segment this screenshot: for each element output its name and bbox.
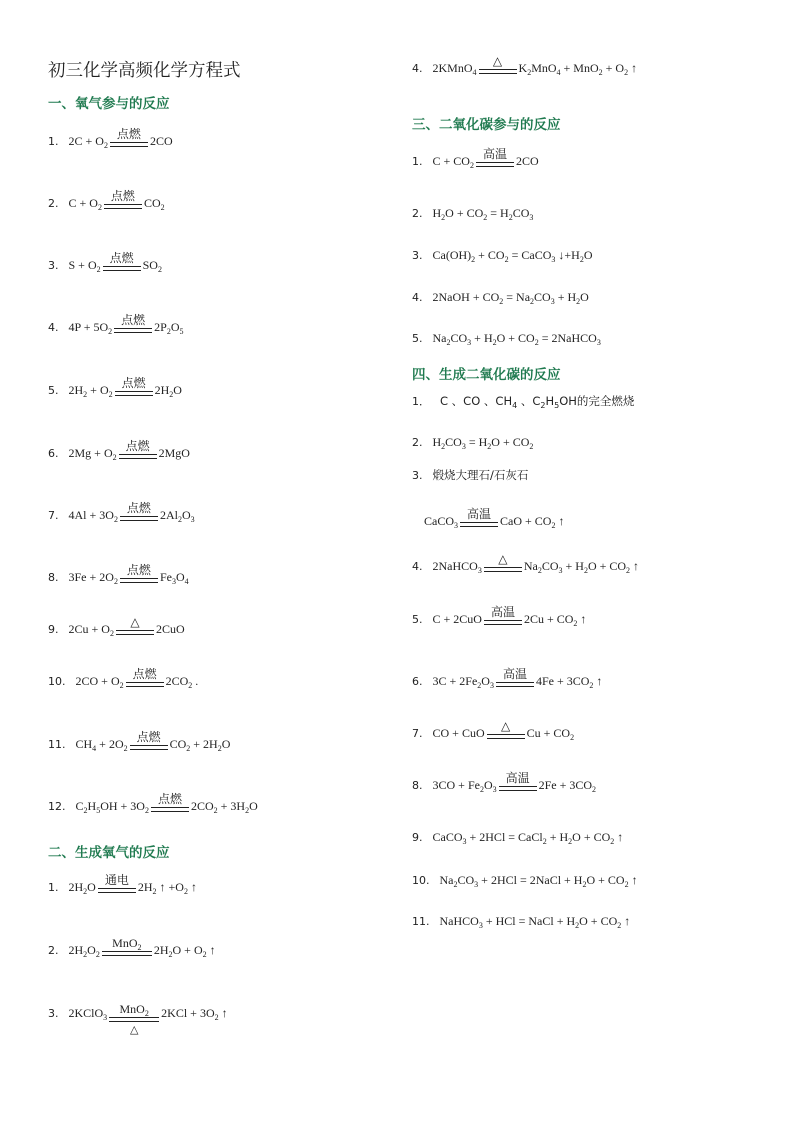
condition-label: 通电 <box>104 872 129 887</box>
condition-label: 点燃 <box>121 375 146 390</box>
equals-double-line <box>114 328 152 333</box>
condition-label: 高温 <box>505 770 530 785</box>
equation-text: C 、CO 、$CH_4$ 、$C_2H_5OH$的完全燃烧 <box>440 394 635 410</box>
equals-double-line <box>126 682 164 687</box>
reaction-condition <box>151 793 189 812</box>
equals-double-line <box>110 142 148 147</box>
equation-row <box>412 146 539 173</box>
equation-row <box>412 201 533 225</box>
equation-number: 10. <box>48 674 66 688</box>
equation-row <box>412 389 634 413</box>
reaction-condition <box>116 616 154 635</box>
equation-products: $4Fe + 3CO_2$ ↑ <box>535 673 603 690</box>
equals-double-line <box>102 951 152 956</box>
equation-row <box>48 375 182 402</box>
equation-reactants: $2CO + O_2$ <box>75 673 124 690</box>
equation-row <box>412 463 528 487</box>
equation-number: 3. <box>48 1006 59 1020</box>
reaction-condition <box>460 508 498 527</box>
reaction-condition <box>484 553 522 572</box>
equation-row <box>48 872 197 899</box>
equation-number: 8. <box>412 778 423 792</box>
equation-row <box>412 909 630 933</box>
equation-text: $Ca(OH)_2 + CO_2$ = CaCO$_3$ $↓+H_2O$ <box>432 247 593 264</box>
equation-reactants: $3C + 2Fe_2O_3$ <box>432 673 494 690</box>
equation-products: $SO_2$ <box>142 257 162 274</box>
reaction-condition <box>487 720 525 739</box>
page-title: 初三化学高频化学方程式 <box>48 61 241 81</box>
reaction-condition <box>98 874 136 893</box>
equation-number: 6. <box>412 674 423 688</box>
reaction-condition <box>114 314 152 333</box>
equation-reactants: CaCO$_3$ <box>424 513 458 530</box>
equals-double-line <box>130 745 168 750</box>
equation-products: $2H_2O + O_2$ ↑ <box>153 942 216 959</box>
reaction-condition <box>110 128 148 147</box>
equation-row <box>412 53 638 80</box>
equation-reactants: $2Mg + O_2$ <box>68 445 117 462</box>
equation-text: 煅烧大理石/石灰石 <box>432 468 529 482</box>
equation-products: $Fe_3O_4$ <box>159 569 189 586</box>
equation-row <box>48 666 199 693</box>
equation-number: 11. <box>48 737 66 751</box>
equation-row <box>48 935 216 962</box>
reaction-condition <box>120 564 158 583</box>
equation-number: 4. <box>48 320 59 334</box>
equation-row <box>48 250 162 277</box>
equation-row <box>48 188 165 215</box>
equation-number: 1． <box>412 395 430 408</box>
equals-double-line <box>487 734 525 739</box>
equation-row <box>424 506 565 533</box>
equation-reactants: $4Al + 3O_2$ <box>68 507 118 524</box>
condition-label: △ <box>492 53 503 68</box>
equation-reactants: $2C + O_2$ <box>68 133 108 150</box>
equals-double-line <box>484 567 522 572</box>
equation-row <box>412 243 592 267</box>
equation-number: 1. <box>48 880 59 894</box>
equation-reactants: $2H_2O$ <box>68 879 96 896</box>
equals-double-line <box>120 516 158 521</box>
condition-label: △ <box>498 551 508 566</box>
equals-double-line <box>496 682 534 687</box>
equation-reactants: $3CO + Fe_2O_3$ <box>432 777 497 794</box>
equation-products: 2CO <box>515 153 539 168</box>
equation-number: 1. <box>412 154 423 168</box>
condition-label: 高温 <box>466 506 491 521</box>
equals-double-line <box>119 454 157 459</box>
equation-products: $Na_2CO_3 + H_2O + CO_2$ ↑ <box>523 558 640 575</box>
condition-label: 点燃 <box>157 791 182 806</box>
equation-products: 2CO <box>149 133 173 148</box>
equation-number: 2. <box>412 435 423 449</box>
equation-products: 2CuO <box>155 621 185 636</box>
reaction-condition <box>104 190 142 209</box>
equation-reactants: $2H_2 + O_2$ <box>68 382 113 399</box>
equation-row <box>48 500 195 527</box>
equation-row <box>48 312 184 339</box>
condition-label: △ <box>130 614 140 629</box>
equation-reactants: $4P + 5O_2$ <box>68 319 113 336</box>
reaction-condition <box>102 937 152 956</box>
equation-number: 7. <box>48 508 59 522</box>
equation-number: 4. <box>412 559 423 573</box>
reaction-condition <box>119 440 157 459</box>
equation-reactants: CO + CuO <box>432 725 485 740</box>
equals-double-line <box>120 578 158 583</box>
reaction-condition <box>126 668 164 687</box>
condition-label: 高温 <box>482 146 507 161</box>
equation-row <box>412 326 601 350</box>
condition-label: 点燃 <box>116 126 141 141</box>
equation-products: $2CO_2 + 3H_2O$ <box>190 798 258 815</box>
equation-reactants: 2KMnO$_4$ <box>432 60 477 77</box>
equation-number: 2. <box>48 943 59 957</box>
equation-text: NaHCO$_3$ + HCl = NaCl + $H_2O + CO_2$ ↑ <box>439 913 631 930</box>
equation-row <box>48 614 185 641</box>
equation-number: 2. <box>412 206 423 220</box>
equation-number: 5. <box>412 331 423 345</box>
reaction-condition <box>115 377 153 396</box>
equals-double-line <box>116 630 154 635</box>
equation-number: 4. <box>412 61 423 75</box>
equation-number: 10. <box>412 873 430 887</box>
equation-reactants: $2Cu + O_2$ <box>68 621 114 638</box>
condition-below-label: △ <box>129 1024 139 1036</box>
equation-products: $2H_2O$ <box>154 382 182 399</box>
equation-text: $Na_2CO_3 + 2HCl$ = 2NaCl + $H_2O + CO_2$ ↑ <box>439 872 638 889</box>
equation-products: $2H_2$ ↑ $+O_2$ ↑ <box>137 879 197 896</box>
condition-label: 点燃 <box>110 188 135 203</box>
reaction-condition <box>109 1003 159 1037</box>
reaction-condition <box>103 252 141 271</box>
equation-reactants: $3Fe + 2O_2$ <box>68 569 118 586</box>
reaction-condition <box>496 668 534 687</box>
equals-double-line <box>98 888 136 893</box>
equals-double-line <box>151 807 189 812</box>
equation-reactants: 2KClO$_3$ <box>68 1005 108 1022</box>
equation-products: $2CO_2$ . <box>165 673 199 690</box>
equation-row <box>412 666 603 693</box>
equation-row <box>412 285 589 309</box>
condition-label: 点燃 <box>126 500 151 515</box>
equation-products: $CO_2 + 2H_2O$ <box>169 736 231 753</box>
equation-row <box>48 729 231 756</box>
equation-reactants: $C + CO_2$ <box>432 153 474 170</box>
equals-double-line <box>460 522 498 527</box>
condition-label: 高温 <box>490 604 515 619</box>
equation-products: $CO_2$ <box>143 195 165 212</box>
condition-label: 点燃 <box>136 729 161 744</box>
equation-products: $Cu + CO_2$ <box>526 725 575 742</box>
condition-label: 点燃 <box>121 312 146 327</box>
equals-double-line <box>476 162 514 167</box>
equation-products: CaO + $CO_2$ ↑ <box>500 513 565 530</box>
equation-number: 5. <box>412 612 423 626</box>
equation-reactants: 2NaHCO$_3$ <box>432 558 482 575</box>
equals-double-line <box>103 266 141 271</box>
section-heading-co2-reactions: 三、二氧化碳参与的反应 <box>412 117 561 133</box>
equation-number: 11. <box>412 914 430 928</box>
condition-label: △ <box>500 718 511 733</box>
equation-number: 5. <box>48 383 59 397</box>
reaction-condition <box>476 148 514 167</box>
equation-number: 9. <box>412 830 423 844</box>
equals-double-line <box>479 69 517 74</box>
section-heading-oxygen-reactions: 一、氧气参与的反应 <box>48 96 170 112</box>
equation-number: 1. <box>48 134 59 148</box>
equation-row <box>412 551 640 578</box>
equation-reactants: $CH_4 + 2O_2$ <box>75 736 128 753</box>
equation-row <box>412 604 587 631</box>
reaction-condition <box>499 772 537 791</box>
equation-products: $2KCl + 3O_2$ ↑ <box>161 1005 228 1022</box>
equals-double-line <box>484 620 522 625</box>
equation-products: $2P_2O_5$ <box>154 319 184 336</box>
condition-label: MnO$_2$ <box>119 1002 149 1018</box>
equals-double-line <box>109 1017 159 1022</box>
condition-label: 点燃 <box>125 438 150 453</box>
equation-number: 12. <box>48 799 66 813</box>
equation-number: 6. <box>48 446 59 460</box>
section-heading-co2-producing: 四、生成二氧化碳的反应 <box>412 367 561 383</box>
equation-number: 3. <box>412 468 423 482</box>
equation-reactants: $C + O_2$ <box>68 195 102 212</box>
equation-products: $K_2MnO_4 + MnO_2 + O_2$ ↑ <box>518 60 638 77</box>
equals-double-line <box>499 786 537 791</box>
reaction-condition <box>484 606 522 625</box>
equation-row <box>412 718 575 745</box>
equation-number: 9. <box>48 622 59 636</box>
equation-text: 2NaOH + $CO_2 = Na_2CO_3 + H_2O$ <box>432 289 589 306</box>
equals-double-line <box>104 204 142 209</box>
equation-reactants: $S + O_2$ <box>68 257 101 274</box>
condition-label: 点燃 <box>109 250 134 265</box>
condition-label: MnO$_2$ <box>112 935 142 952</box>
reaction-condition <box>479 55 517 74</box>
equation-text: $H_2O + CO_2 = H_2CO_3$ <box>432 205 534 222</box>
equation-number: 8. <box>48 570 59 584</box>
reaction-condition <box>120 502 158 521</box>
equation-number: 7. <box>412 726 423 740</box>
equation-reactants: $2H_2O_2$ <box>68 942 100 959</box>
equation-products: $2Cu + CO_2$ ↑ <box>523 611 587 628</box>
equation-text: CaCO$_3$ + 2HCl = CaCl$_2$ + $H_2O + CO_2$ ↑ <box>432 829 624 846</box>
condition-label: 点燃 <box>132 666 157 681</box>
equation-products: $2Fe + 3CO_2$ <box>538 777 597 794</box>
equation-text: $H_2CO_3 = H_2O + CO_2$ <box>432 434 534 451</box>
equation-row <box>412 868 638 892</box>
equation-reactants: C + 2CuO <box>432 611 482 626</box>
equation-row <box>48 562 189 589</box>
equation-products: 2MgO <box>158 445 190 460</box>
equation-number: 3. <box>412 248 423 262</box>
equation-row <box>412 430 533 454</box>
equation-row <box>48 1001 228 1036</box>
reaction-condition <box>130 731 168 750</box>
equation-text: $Na_2CO_3 + H_2O + CO_2$ = 2NaHCO$_3$ <box>432 330 601 347</box>
equation-reactants: $C_2H_5OH + 3O_2$ <box>75 798 149 815</box>
equals-double-line <box>115 391 153 396</box>
equation-row <box>412 825 623 849</box>
equation-row <box>48 791 258 818</box>
equation-number: 4. <box>412 290 423 304</box>
condition-label: 高温 <box>502 666 527 681</box>
equation-row <box>412 770 597 797</box>
equation-number: 2. <box>48 196 59 210</box>
section-heading-oxygen-producing: 二、生成氧气的反应 <box>48 845 170 861</box>
equation-number: 3. <box>48 258 59 272</box>
equation-row <box>48 126 173 153</box>
condition-label: 点燃 <box>126 562 151 577</box>
equation-products: $2Al_2O_3$ <box>159 507 195 524</box>
equation-row <box>48 438 190 465</box>
